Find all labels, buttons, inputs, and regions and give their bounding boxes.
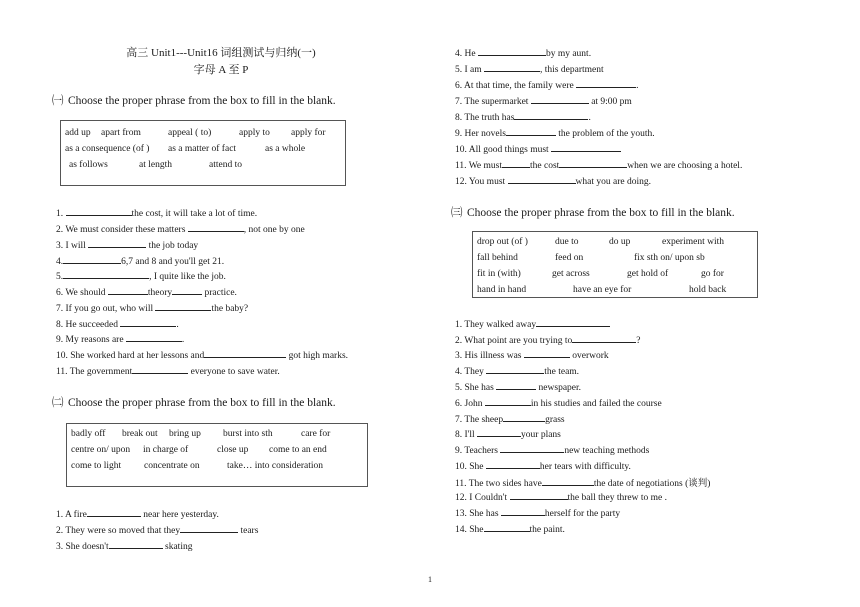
- item-text: tears: [238, 526, 259, 536]
- answer-blank[interactable]: [204, 348, 286, 358]
- exercise-item: [455, 396, 662, 409]
- phrase: have an eye for: [573, 285, 632, 295]
- phrase: fix sth on/ upon sb: [634, 253, 705, 263]
- answer-blank[interactable]: [542, 476, 594, 486]
- item-text: 11. The government: [56, 367, 133, 377]
- item-text: at 9:00 pm: [588, 97, 632, 107]
- exercise-item: [455, 443, 649, 456]
- item-text: 8. He succeeded: [56, 320, 121, 330]
- phrase-box-1: [60, 120, 346, 186]
- phrase: take… into consideration: [227, 461, 324, 471]
- item-text: 3. His illness was: [455, 351, 524, 361]
- exercise-item: [455, 110, 591, 123]
- item-text: 2. We must consider these matters: [56, 225, 188, 235]
- exercise-item: [56, 301, 248, 314]
- answer-blank[interactable]: [496, 380, 536, 390]
- exercise-item: [56, 332, 184, 345]
- exercise-item: [455, 522, 565, 535]
- section-2-heading: [52, 394, 336, 410]
- item-text: newspaper.: [536, 383, 582, 393]
- item-text: skating: [162, 542, 193, 552]
- exercise-item: [455, 475, 710, 489]
- answer-blank[interactable]: [484, 62, 540, 72]
- exercise-item: [56, 317, 179, 330]
- phrase: add up: [65, 128, 91, 138]
- phrase: do up: [609, 237, 631, 247]
- answer-blank[interactable]: [484, 522, 530, 532]
- answer-blank[interactable]: [576, 78, 636, 88]
- answer-blank[interactable]: [120, 317, 176, 327]
- answer-blank[interactable]: [524, 348, 570, 358]
- section-2-number: ㈡: [52, 397, 64, 409]
- item-text: grass: [545, 415, 565, 425]
- answer-blank[interactable]: [486, 459, 540, 469]
- item-text: , I quite like the job.: [149, 272, 226, 282]
- phrase: concentrate on: [144, 461, 200, 471]
- answer-blank[interactable]: [172, 285, 202, 295]
- item-text: 6. John: [455, 399, 485, 409]
- exercise-item: [455, 62, 604, 75]
- section-1-instruction: Choose the proper phrase from the box to fill in the blank.: [68, 95, 336, 107]
- item-text: 1. A fire: [56, 510, 87, 520]
- answer-blank[interactable]: [88, 238, 146, 248]
- phrase: hand in hand: [477, 285, 527, 295]
- answer-blank[interactable]: [486, 364, 544, 374]
- item-text: 6. At that time, the family were: [455, 81, 577, 91]
- answer-blank[interactable]: [477, 427, 521, 437]
- item-text: 13. She has: [455, 509, 501, 519]
- item-text: .: [636, 81, 639, 91]
- phrase: apply to: [239, 128, 270, 138]
- answer-blank[interactable]: [502, 158, 530, 168]
- item-text: 3. She doesn't: [56, 542, 109, 552]
- exercise-item: [56, 269, 226, 282]
- item-text: the baby?: [211, 304, 249, 314]
- answer-blank[interactable]: [66, 206, 132, 216]
- item-text: 7. The supermarket: [455, 97, 531, 107]
- item-text: the ball they threw to me .: [567, 493, 667, 503]
- answer-blank[interactable]: [572, 333, 636, 343]
- page-number: 1: [428, 575, 432, 584]
- phrase-box-2: [66, 423, 368, 487]
- item-text: 6,7 and 8 and you'll get 21.: [121, 257, 225, 267]
- exercise-item: [56, 348, 348, 361]
- phrase: as a matter of fact: [168, 144, 237, 154]
- item-text: herself for the party: [544, 509, 621, 519]
- exercise-item: [455, 78, 638, 91]
- section-1-number: ㈠: [52, 95, 64, 107]
- item-text: 8. I'll: [455, 430, 478, 440]
- phrase: apart from: [101, 128, 141, 138]
- phrase: fall behind: [477, 253, 518, 263]
- item-text: theory: [147, 288, 173, 298]
- phrase: apply for: [291, 128, 326, 138]
- answer-blank[interactable]: [536, 317, 610, 327]
- item-text: overwork: [569, 351, 609, 361]
- exercise-item: [455, 174, 651, 187]
- item-text: practice.: [202, 288, 237, 298]
- phrase: attend to: [209, 160, 242, 170]
- phrase: due to: [555, 237, 579, 247]
- answer-blank[interactable]: [126, 332, 182, 342]
- item-text: the problem of the youth.: [555, 129, 655, 139]
- answer-blank[interactable]: [132, 364, 188, 374]
- item-text: the job today: [146, 241, 199, 251]
- answer-blank[interactable]: [109, 539, 163, 549]
- answer-blank[interactable]: [514, 110, 588, 120]
- exercise-item: [455, 317, 610, 330]
- section-2-instruction: Choose the proper phrase from the box to fill in the blank.: [68, 397, 336, 409]
- exercise-item: [455, 158, 742, 171]
- exercise-item: [455, 333, 640, 346]
- phrase: go for: [701, 269, 724, 279]
- phrase: bring up: [169, 429, 201, 439]
- phrase: at length: [139, 160, 172, 170]
- phrase: get across: [552, 269, 590, 279]
- item-text: new teaching methods: [564, 446, 650, 456]
- phrase: as follows: [69, 160, 108, 170]
- item-text: 5.: [56, 272, 64, 282]
- exercise-item: [455, 506, 620, 519]
- item-text: .: [588, 113, 591, 123]
- exercise-item: [455, 490, 667, 503]
- answer-blank[interactable]: [180, 523, 238, 533]
- exercise-item: [56, 285, 237, 298]
- item-text: the paint.: [529, 525, 565, 535]
- item-text: 4. They: [455, 367, 487, 377]
- exercise-item: [56, 539, 192, 552]
- exercise-item: [455, 412, 565, 425]
- exercise-item: [455, 126, 655, 139]
- answer-blank[interactable]: [188, 222, 244, 232]
- item-text: what you are doing.: [575, 177, 651, 187]
- answer-blank[interactable]: [503, 412, 545, 422]
- item-text: .: [176, 320, 179, 330]
- exercise-item: [56, 222, 305, 235]
- phrase: experiment with: [662, 237, 724, 247]
- phrase: as a whole: [265, 144, 306, 154]
- item-text: 2. What point are you trying to: [455, 336, 573, 346]
- item-text: your plans: [521, 430, 561, 440]
- phrase: drop out (of ): [477, 237, 528, 247]
- item-text: her tears with difficulty.: [539, 462, 631, 472]
- page-subtitle: 字母 A 至 P: [193, 64, 249, 76]
- item-text: 10. She worked hard at her lessons and: [56, 351, 205, 361]
- section-1-heading: [52, 92, 336, 108]
- item-text: 10. She: [455, 462, 486, 472]
- phrase: get hold of: [627, 269, 669, 279]
- section-3-instruction: Choose the proper phrase from the box to fill in the blank.: [467, 207, 735, 219]
- phrase: care for: [301, 429, 331, 439]
- item-text: when we are choosing a hotel.: [627, 161, 743, 171]
- item-text: 3. I will: [56, 241, 89, 251]
- answer-blank[interactable]: [155, 301, 211, 311]
- exercise-item: [455, 142, 621, 155]
- exercise-item: [56, 238, 198, 251]
- phrase: badly off: [71, 429, 106, 439]
- page-title: 高三 Unit1---Unit16 词组测试与归纳(一): [126, 47, 316, 59]
- exercise-item: [455, 380, 581, 393]
- item-text: 1.: [56, 209, 66, 219]
- item-text: .: [181, 335, 185, 345]
- section-3-heading: [451, 204, 735, 220]
- exercise-item: [455, 348, 609, 361]
- item-text: the date of negotiations (谈判): [593, 479, 711, 489]
- item-text: 8. The truth has: [455, 113, 515, 123]
- item-text: 5. She has: [455, 383, 497, 393]
- item-text: 9. Teachers: [455, 446, 501, 456]
- phrase: burst into sth: [223, 429, 273, 439]
- phrase: centre on/ upon: [71, 445, 131, 455]
- item-text: 1. They walked away: [455, 320, 537, 330]
- item-text: the cost: [530, 161, 560, 171]
- item-text: , not one by one: [243, 225, 305, 235]
- item-text: 7. If you go out, who will: [56, 304, 156, 314]
- phrase: break out: [122, 429, 158, 439]
- answer-blank[interactable]: [501, 506, 545, 516]
- phrase: come to an end: [269, 445, 327, 455]
- item-text: 9. Her novels: [455, 129, 506, 139]
- answer-blank[interactable]: [510, 490, 568, 500]
- section-3-number: ㈢: [451, 207, 463, 219]
- answer-blank[interactable]: [508, 174, 576, 184]
- item-text: ?: [636, 336, 641, 346]
- answer-blank[interactable]: [87, 507, 141, 517]
- exercise-item: [455, 94, 632, 107]
- item-text: in his studies and failed the course: [530, 399, 662, 409]
- answer-blank[interactable]: [63, 254, 121, 264]
- answer-blank[interactable]: [559, 158, 627, 168]
- phrase: feed on: [555, 253, 584, 263]
- item-text: 11. The two sides have: [455, 479, 542, 489]
- exercise-item: [455, 46, 591, 59]
- phrase: hold back: [689, 285, 727, 295]
- item-text: , this department: [540, 65, 604, 75]
- answer-blank[interactable]: [63, 269, 149, 279]
- phrase: appeal ( to): [168, 128, 212, 138]
- item-text: 12. You must: [455, 177, 508, 187]
- exercise-item: [56, 507, 219, 520]
- item-text: 2. They were so moved that they: [56, 526, 181, 536]
- exercise-item: [56, 206, 257, 219]
- answer-blank[interactable]: [531, 94, 589, 104]
- item-text: 9. My reasons are: [56, 335, 126, 345]
- item-text: by my aunt.: [545, 49, 592, 59]
- item-text: everyone to save water.: [188, 367, 280, 377]
- phrase: fit in (with): [477, 269, 521, 279]
- exercise-item: [455, 427, 561, 440]
- phrase: as a consequence (of ): [65, 144, 150, 154]
- exercise-item: [455, 364, 579, 377]
- phrase: close up: [217, 445, 249, 455]
- item-text: 10. All good things must: [455, 145, 552, 155]
- phrase: in charge of: [143, 445, 189, 455]
- answer-blank[interactable]: [485, 396, 531, 406]
- item-text: the cost, it will take a lot of time.: [131, 209, 258, 219]
- answer-blank[interactable]: [551, 142, 621, 152]
- item-text: 5. I am: [455, 65, 485, 75]
- phrase-box-3: [472, 231, 758, 298]
- exercise-item: [56, 254, 224, 267]
- item-text: 7. The sheep: [455, 415, 504, 425]
- exercise-item: [455, 459, 631, 472]
- item-text: near here yesterday.: [140, 510, 219, 520]
- answer-blank[interactable]: [500, 443, 564, 453]
- answer-blank[interactable]: [108, 285, 148, 295]
- phrase: come to light: [71, 461, 122, 471]
- exercise-item: [56, 364, 280, 377]
- item-text: 12. I Couldn't: [455, 493, 510, 503]
- item-text: the team.: [544, 367, 580, 377]
- item-text: 4. He: [455, 49, 478, 59]
- item-text: got high marks.: [286, 351, 349, 361]
- item-text: 11. We must: [455, 161, 502, 171]
- answer-blank[interactable]: [478, 46, 546, 56]
- exercise-item: [56, 523, 258, 536]
- item-text: 4.: [56, 257, 64, 267]
- item-text: 14. She: [455, 525, 484, 535]
- item-text: 6. We should: [56, 288, 108, 298]
- answer-blank[interactable]: [506, 126, 556, 136]
